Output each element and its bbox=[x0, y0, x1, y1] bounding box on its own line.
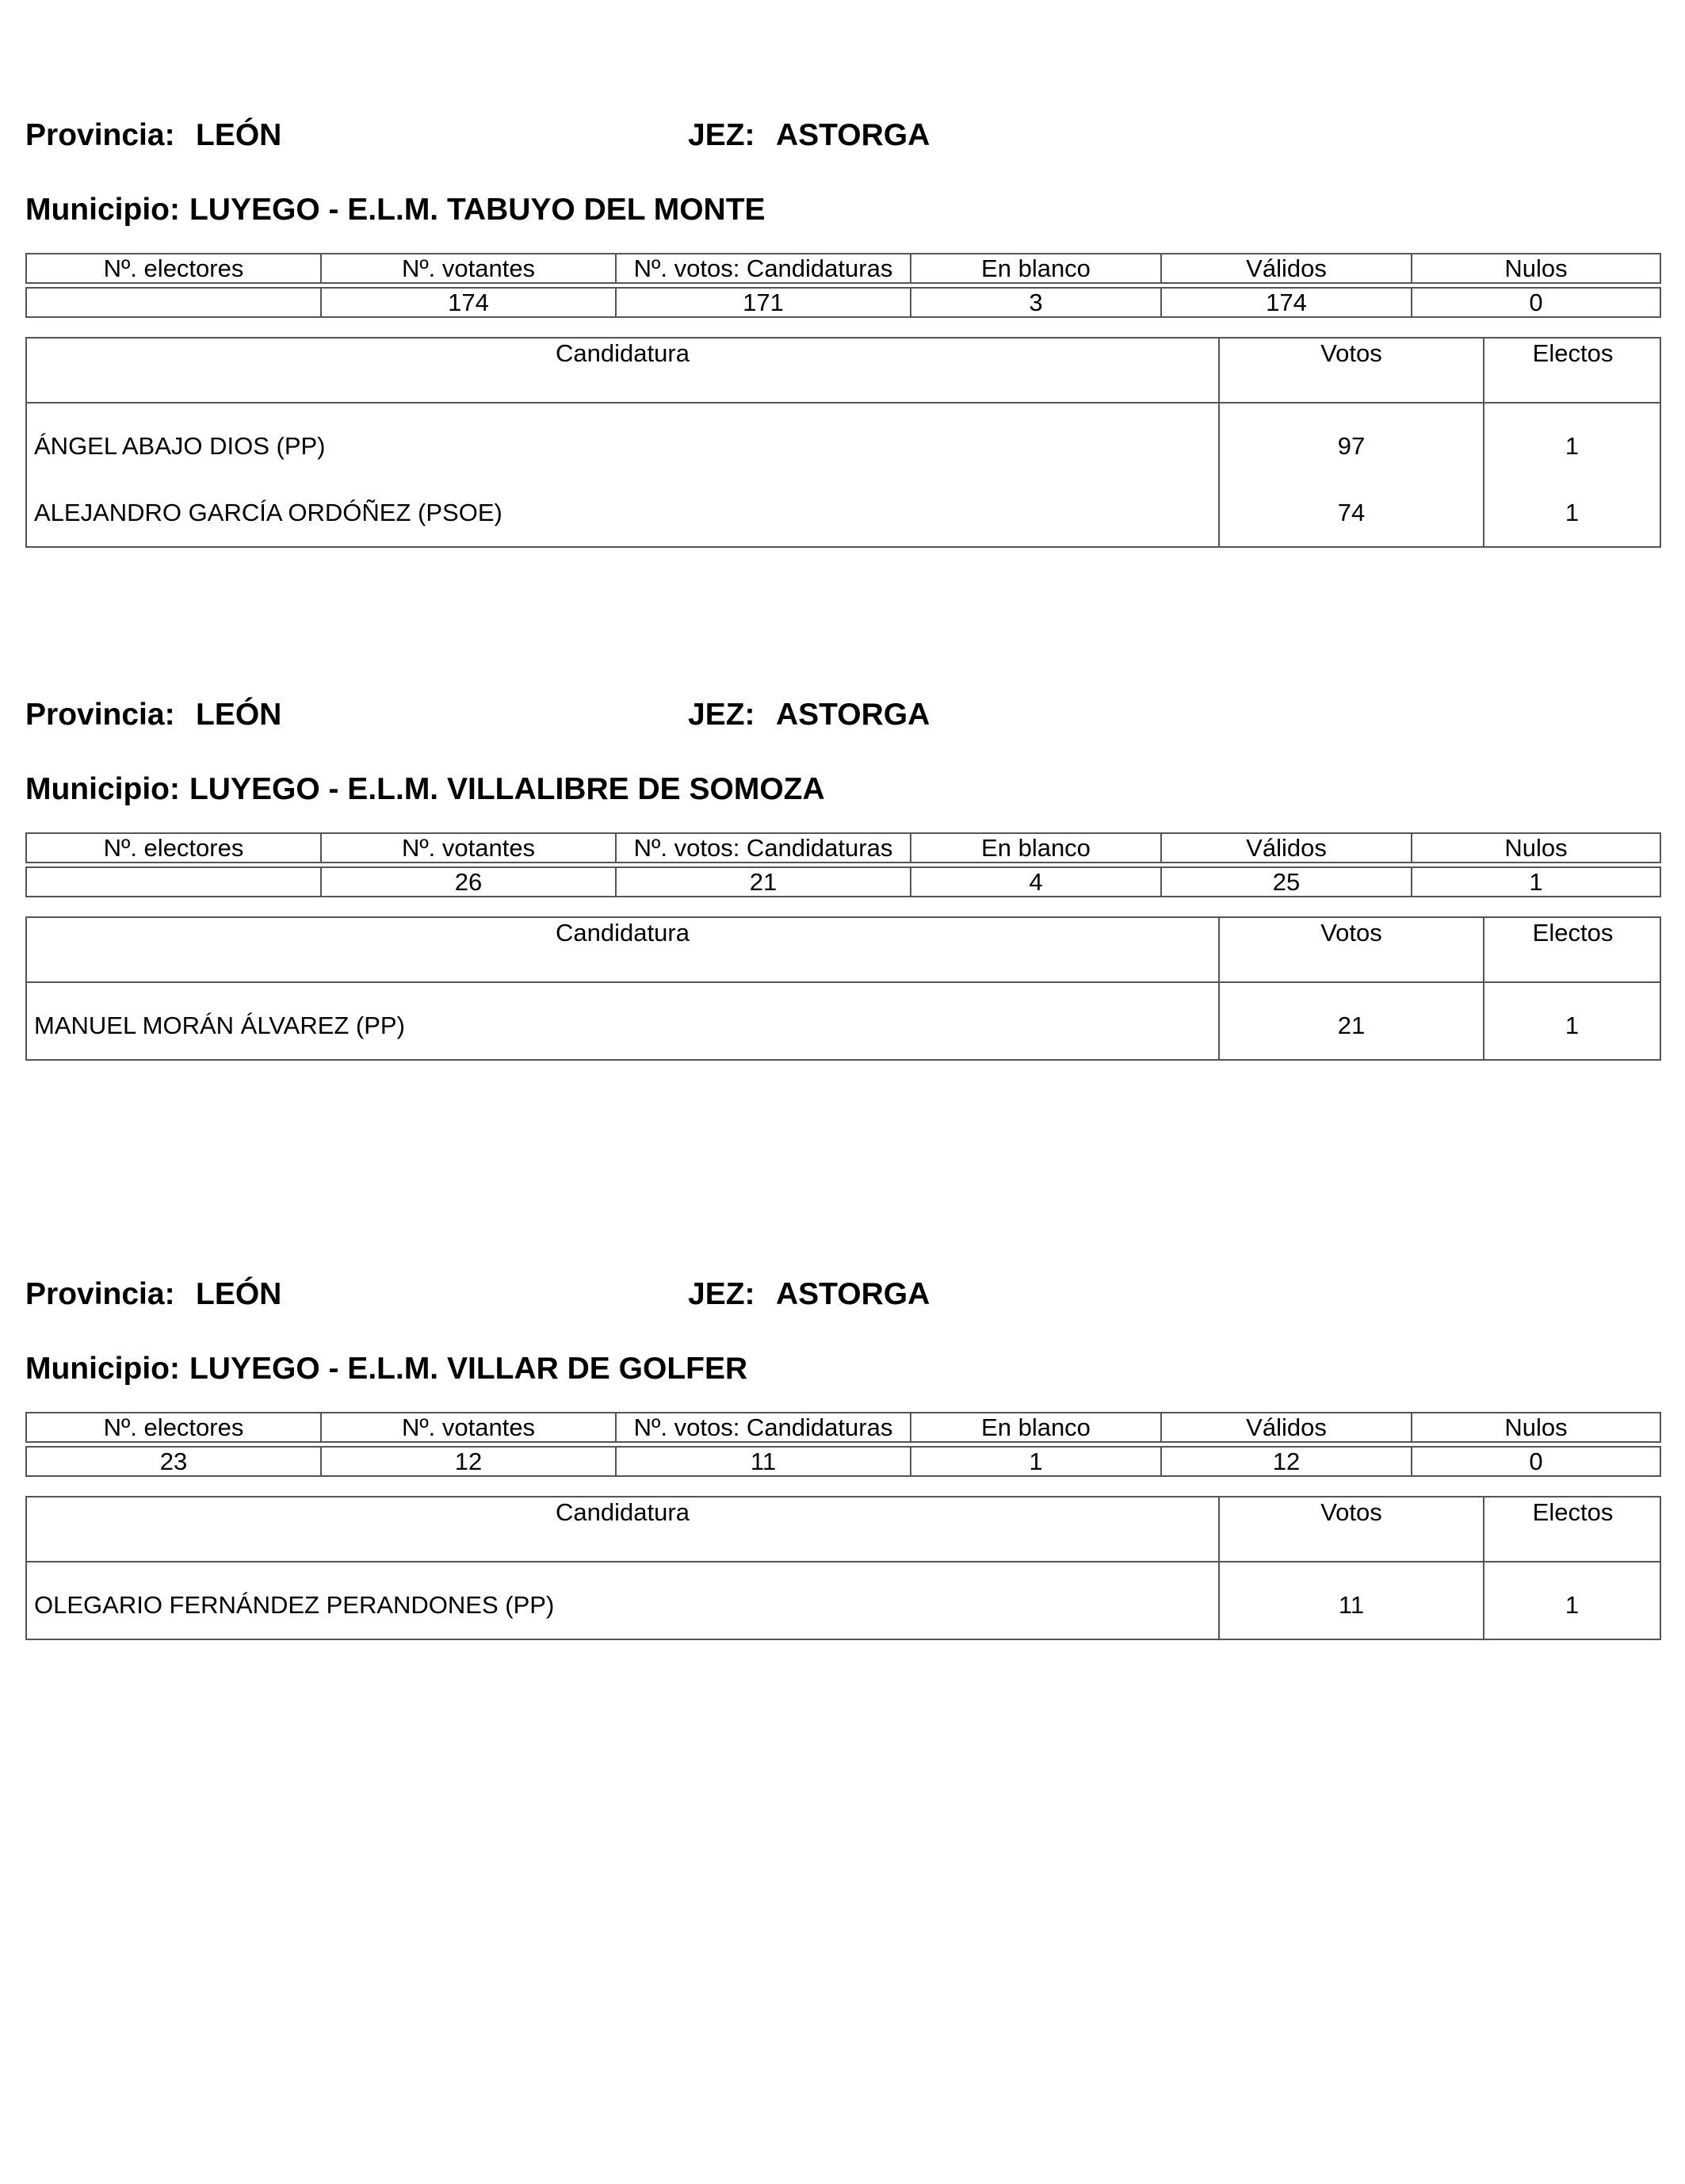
header-candidatura: Candidatura bbox=[26, 917, 1219, 982]
stats-header-row bbox=[26, 1413, 1660, 1442]
candidate-row bbox=[26, 480, 1660, 547]
value-votos-candidaturas: 11 bbox=[616, 1447, 911, 1476]
header-votos-candidaturas: Nº. votos: Candidaturas bbox=[616, 254, 911, 283]
candidates-header-row bbox=[26, 1497, 1660, 1562]
value-nulos: 0 bbox=[1412, 1447, 1660, 1476]
value-en-blanco: 1 bbox=[911, 1447, 1161, 1476]
municipio-label: Municipio: bbox=[25, 1352, 180, 1386]
candidates-header-row bbox=[26, 917, 1660, 982]
header-votos: Votos bbox=[1219, 338, 1484, 403]
jez-label: JEZ: bbox=[688, 1277, 755, 1311]
candidates-table bbox=[25, 337, 1661, 548]
jez-label: JEZ: bbox=[688, 118, 755, 152]
candidate-row bbox=[26, 982, 1660, 1060]
stats-values-table bbox=[25, 287, 1661, 318]
jez-label: JEZ: bbox=[688, 698, 755, 732]
header-en-blanco: En blanco bbox=[911, 833, 1161, 863]
candidate-electos: 1 bbox=[1484, 480, 1660, 547]
header-votantes: Nº. votantes bbox=[321, 1413, 616, 1442]
stats-values-row bbox=[26, 867, 1660, 897]
header-votos-candidaturas: Nº. votos: Candidaturas bbox=[616, 1413, 911, 1442]
header-nulos: Nulos bbox=[1412, 1413, 1660, 1442]
municipio-value: LUYEGO - E.L.M. VILLAR DE GOLFER bbox=[189, 1352, 748, 1386]
stats-header-table bbox=[25, 832, 1661, 863]
candidate-row bbox=[26, 403, 1660, 480]
candidate-name: ÁNGEL ABAJO DIOS (PP) bbox=[26, 403, 1219, 480]
provincia-label: Provincia: bbox=[25, 698, 175, 732]
header-candidatura: Candidatura bbox=[26, 338, 1219, 403]
provincia-label: Provincia: bbox=[25, 1277, 175, 1311]
value-en-blanco: 4 bbox=[911, 867, 1161, 897]
header-electos: Electos bbox=[1484, 338, 1660, 403]
candidate-votos: 21 bbox=[1219, 982, 1484, 1060]
value-electores bbox=[26, 867, 321, 897]
candidate-votos: 74 bbox=[1219, 480, 1484, 547]
stats-values-table bbox=[25, 1446, 1661, 1477]
municipio-line bbox=[25, 1349, 1660, 1389]
value-votos-candidaturas: 171 bbox=[616, 288, 911, 317]
header-votos: Votos bbox=[1219, 917, 1484, 982]
value-en-blanco: 3 bbox=[911, 288, 1161, 317]
candidates-header-row bbox=[26, 338, 1660, 403]
value-votantes: 26 bbox=[321, 867, 616, 897]
candidate-name: OLEGARIO FERNÁNDEZ PERANDONES (PP) bbox=[26, 1562, 1219, 1639]
header-nulos: Nulos bbox=[1412, 254, 1660, 283]
provincia-label: Provincia: bbox=[25, 118, 175, 152]
header-validos: Válidos bbox=[1161, 254, 1412, 283]
municipio-value: LUYEGO - E.L.M. TABUYO DEL MONTE bbox=[189, 193, 766, 227]
header-votantes: Nº. votantes bbox=[321, 833, 616, 863]
value-votantes: 12 bbox=[321, 1447, 616, 1476]
header-en-blanco: En blanco bbox=[911, 254, 1161, 283]
municipio-line bbox=[25, 190, 1660, 230]
candidate-name: MANUEL MORÁN ÁLVAREZ (PP) bbox=[26, 982, 1219, 1060]
stats-header-table bbox=[25, 1412, 1661, 1443]
value-validos: 25 bbox=[1161, 867, 1412, 897]
value-validos: 12 bbox=[1161, 1447, 1412, 1476]
candidates-table bbox=[25, 916, 1661, 1061]
jez-value: ASTORGA bbox=[776, 1277, 930, 1311]
stats-header-row bbox=[26, 254, 1660, 283]
municipio-line bbox=[25, 770, 1660, 809]
stats-values-table bbox=[25, 866, 1661, 897]
header-electores: Nº. electores bbox=[26, 1413, 321, 1442]
section-header bbox=[25, 116, 1660, 155]
stats-values-row bbox=[26, 1447, 1660, 1476]
header-validos: Válidos bbox=[1161, 1413, 1412, 1442]
municipio-label: Municipio: bbox=[25, 772, 180, 806]
value-votantes: 174 bbox=[321, 288, 616, 317]
value-votos-candidaturas: 21 bbox=[616, 867, 911, 897]
candidates-table bbox=[25, 1496, 1661, 1640]
value-nulos: 1 bbox=[1412, 867, 1660, 897]
candidate-electos: 1 bbox=[1484, 982, 1660, 1060]
value-electores: 23 bbox=[26, 1447, 321, 1476]
candidate-row bbox=[26, 1562, 1660, 1639]
municipio-value: LUYEGO - E.L.M. VILLALIBRE DE SOMOZA bbox=[189, 772, 825, 806]
header-validos: Válidos bbox=[1161, 833, 1412, 863]
value-electores bbox=[26, 288, 321, 317]
candidate-votos: 97 bbox=[1219, 403, 1484, 480]
header-votantes: Nº. votantes bbox=[321, 254, 616, 283]
header-en-blanco: En blanco bbox=[911, 1413, 1161, 1442]
value-validos: 174 bbox=[1161, 288, 1412, 317]
provincia-value: LEÓN bbox=[196, 118, 282, 152]
header-votos: Votos bbox=[1219, 1497, 1484, 1562]
header-electores: Nº. electores bbox=[26, 254, 321, 283]
header-electores: Nº. electores bbox=[26, 833, 321, 863]
header-votos-candidaturas: Nº. votos: Candidaturas bbox=[616, 833, 911, 863]
provincia-value: LEÓN bbox=[196, 1277, 282, 1311]
header-candidatura: Candidatura bbox=[26, 1497, 1219, 1562]
candidate-votos: 11 bbox=[1219, 1562, 1484, 1639]
municipio-label: Municipio: bbox=[25, 193, 180, 227]
candidate-electos: 1 bbox=[1484, 1562, 1660, 1639]
stats-header-table bbox=[25, 253, 1661, 284]
provincia-value: LEÓN bbox=[196, 698, 282, 732]
header-nulos: Nulos bbox=[1412, 833, 1660, 863]
stats-header-row bbox=[26, 833, 1660, 863]
stats-values-row bbox=[26, 288, 1660, 317]
candidate-electos: 1 bbox=[1484, 403, 1660, 480]
candidate-name: ALEJANDRO GARCÍA ORDÓÑEZ (PSOE) bbox=[26, 480, 1219, 547]
jez-value: ASTORGA bbox=[776, 118, 930, 152]
jez-value: ASTORGA bbox=[776, 698, 930, 732]
section-header bbox=[25, 1275, 1660, 1314]
header-electos: Electos bbox=[1484, 1497, 1660, 1562]
header-electos: Electos bbox=[1484, 917, 1660, 982]
value-nulos: 0 bbox=[1412, 288, 1660, 317]
section-header bbox=[25, 695, 1660, 735]
